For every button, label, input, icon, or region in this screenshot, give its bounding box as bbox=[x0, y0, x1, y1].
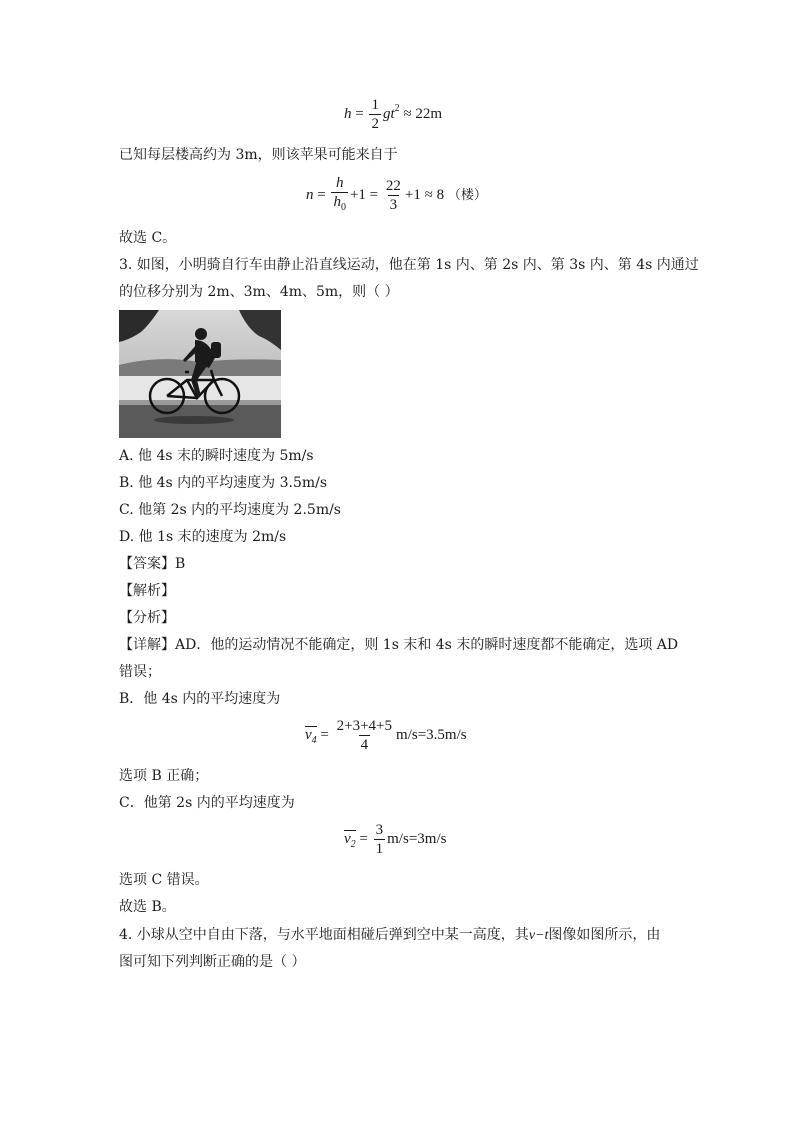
subscript: 4 bbox=[311, 734, 317, 746]
denominator-var: h bbox=[333, 194, 341, 210]
fraction-sum bbox=[335, 717, 394, 754]
formula-floors bbox=[306, 174, 487, 217]
text-floor-height: 已知每层楼高约为 3m，则该苹果可能来自于 bbox=[119, 147, 398, 163]
option-d: D. 他 1s 末的速度为 2m/s bbox=[119, 529, 287, 545]
answer-label: 【答案】B bbox=[119, 556, 186, 572]
option-b: B. 他 4s 内的平均速度为 3.5m/s bbox=[119, 475, 328, 491]
var-g: g bbox=[382, 105, 391, 122]
fraction-h-h0 bbox=[331, 174, 348, 217]
option-a: A. 他 4s 末的瞬时速度为 5m/s bbox=[119, 448, 314, 464]
detail-b: B．他 4s 内的平均速度为 bbox=[119, 691, 281, 707]
q3-stem-line1: 3. 如图，小明骑自行车由静止沿直线运动，他在第 1s 内、第 2s 内、第 3s 内、第 4s 内通过 bbox=[119, 257, 699, 273]
result: m/s=3m/s bbox=[387, 830, 447, 847]
q3-stem-line2: 的位移分别为 2m、3m、4m、5m，则（ ） bbox=[119, 284, 399, 300]
fenxi-label: 【分析】 bbox=[119, 610, 175, 626]
var-v: v bbox=[305, 726, 312, 743]
q4-vt-symbol: v−t bbox=[528, 928, 549, 943]
result: m/s=3.5m/s bbox=[396, 726, 467, 743]
equals-sign: = bbox=[355, 105, 364, 122]
var-t: t bbox=[390, 105, 395, 122]
denominator: 4 bbox=[360, 737, 369, 753]
plus-one: +1 = bbox=[349, 186, 379, 203]
approx-result: ≈ 22m bbox=[403, 105, 443, 122]
b-correct: 选项 B 正确； bbox=[119, 768, 209, 784]
numerator: 22 bbox=[385, 178, 401, 194]
unit-floor: （楼） bbox=[447, 187, 487, 203]
var-v-bar bbox=[344, 830, 356, 853]
detail-line2: 错误； bbox=[119, 664, 161, 680]
var-h: h bbox=[344, 105, 352, 122]
fraction-half bbox=[369, 96, 381, 133]
denominator bbox=[331, 192, 348, 217]
analysis-label: 【解析】 bbox=[119, 583, 175, 599]
formula-height bbox=[344, 96, 442, 133]
q4-stem-line2: 图可知下列判断正确的是（ ） bbox=[119, 954, 306, 970]
q4-text-a: 4. 小球从空中自由下落，与水平地面相碰后弹到空中某一高度，其 bbox=[119, 927, 529, 943]
plus-approx: +1 ≈ 8 bbox=[404, 186, 445, 203]
formula-avg-v4 bbox=[305, 717, 467, 754]
subscript: 0 bbox=[340, 202, 346, 213]
cyclist-photo bbox=[119, 310, 281, 438]
var-n: n bbox=[306, 186, 314, 203]
exponent: 2 bbox=[394, 102, 400, 114]
equals-sign: = bbox=[359, 830, 368, 847]
equals-sign: = bbox=[317, 186, 326, 203]
numerator: 1 bbox=[371, 97, 379, 113]
q4-stem-line1 bbox=[119, 925, 660, 946]
text-choose-c: 故选 C。 bbox=[119, 230, 177, 246]
fraction-22-3 bbox=[384, 177, 403, 214]
cyclist-image bbox=[119, 310, 281, 438]
denominator: 2 bbox=[371, 116, 379, 132]
numerator: h bbox=[335, 175, 344, 191]
formula-avg-v2 bbox=[344, 821, 446, 858]
equals-sign: = bbox=[320, 726, 329, 743]
detail-c: C．他第 2s 内的平均速度为 bbox=[119, 795, 295, 811]
option-c: C. 他第 2s 内的平均速度为 2.5m/s bbox=[119, 502, 341, 518]
c-wrong: 选项 C 错误。 bbox=[119, 872, 209, 888]
detail-line1: 【详解】AD．他的运动情况不能确定，则 1s 末和 4s 末的瞬时速度都不能确定，选项 AD bbox=[119, 637, 679, 653]
var-v-bar bbox=[305, 726, 317, 749]
choose-b: 故选 B。 bbox=[119, 899, 176, 915]
var-v: v bbox=[344, 830, 351, 847]
subscript: 2 bbox=[350, 838, 356, 850]
q4-text-b: 图像如图所示，由 bbox=[548, 927, 661, 943]
denominator: 1 bbox=[375, 841, 384, 857]
numerator: 2+3+4+5 bbox=[336, 718, 393, 734]
numerator: 3 bbox=[375, 822, 384, 838]
denominator: 3 bbox=[389, 197, 398, 213]
fraction-3-1 bbox=[374, 821, 386, 858]
